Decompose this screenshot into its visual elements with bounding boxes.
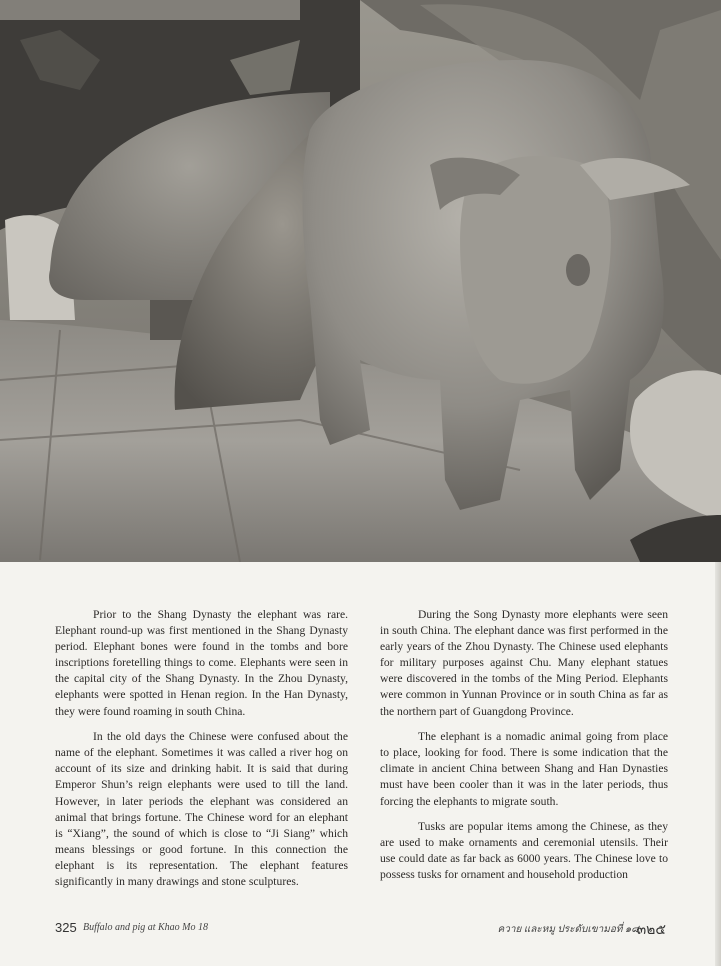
- page-number-left: 325: [55, 920, 77, 935]
- left-text-column: [55, 607, 348, 900]
- right-paragraph-3: Tusks are popular items among the Chinese, as they are used to make ornaments and ceremonial utensils. Their use could date as far back as 6000 years. The Chinese love to possess tusks for ornament and household production: [380, 820, 668, 882]
- page-edge-shadow: [715, 562, 721, 966]
- page-number-right-thai: ๓๒๕: [636, 923, 666, 938]
- left-paragraph-1: Prior to the Shang Dynasty the elephant was rare. Elephant round-up was first mentioned in the Shang Dynasty period. Elephant bones were found in the tombs and bore inscriptions foretelling things to come. Elephants were seen in the capital city of the Shang Dynasty. In the Zhou Dynasty, elephants were spotted in Henan region. In the Han Dynasty, they were found roaming in south China.: [55, 608, 348, 718]
- right-text-column: [380, 607, 668, 893]
- right-paragraph-1: During the Song Dynasty more elephants were seen in south China. The elephant dance was first performed in the early years of the Zhou Dynasty. The Chinese used elephants for military purposes against Chu. Many elephant statues were discovered in the tombs of the Ming Period. Elephants were common in Yunnan Province or in south China as far as the northern part of Guangdong Province.: [380, 608, 668, 718]
- left-paragraph-2: In the old days the Chinese were confused about the name of the elephant. Sometimes it was called a river hog on account of its size and drinking habit. It is said that during Emperor Shun’s reign elephants were used to till the land. However, in later periods the elephant was considered an animal that brings fortune. The Chinese word for an elephant is “Xiang”, the sound of which is close to “Ji Siang” which means blessings or good fortune. In this connection the elephant is its representation. The elephant features significantly in many drawings and stone sculptures.: [55, 730, 348, 888]
- page-footer: [0, 920, 721, 940]
- photo-caption-thai: ควาย และหมู ประดับเขามอที่ ๑๘: [497, 924, 639, 935]
- photo-caption-english: Buffalo and pig at Khao Mo 18: [83, 922, 208, 933]
- right-paragraph-2: The elephant is a nomadic animal going from place to place, looking for food. There is some indication that the climate in ancient China between Shang and Han Dynasties must have been cooler than it was in the later periods, thus forcing the elephants to migrate south.: [380, 730, 668, 808]
